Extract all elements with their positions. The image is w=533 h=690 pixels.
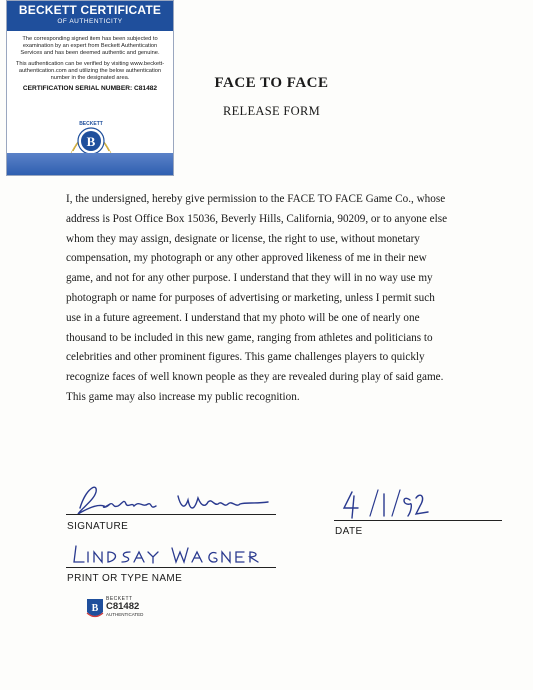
- sticker-brand: BECKETT: [106, 596, 133, 602]
- sticker-serial: C81482: [106, 601, 140, 612]
- sticker-text: [106, 596, 143, 617]
- certificate-title: BECKETT CERTIFICATE: [18, 3, 162, 17]
- body-line: photograph or name for purposes of advertising or marketing, unless I permit such: [66, 291, 435, 304]
- date-line: [334, 520, 502, 521]
- print-name-line: [66, 567, 276, 568]
- body-line: address is Post Office Box 15036, Beverly Hills, California, 90209, or to anyone else: [66, 212, 448, 225]
- beckett-authentication-sticker: [86, 596, 166, 626]
- date-label: DATE: [335, 526, 363, 537]
- body-line: recognize faces of well known people as they are revealed during play of said game.: [66, 371, 444, 384]
- body-line: thousand to be included in this new game, ranging from athletes and politicians to: [66, 331, 433, 344]
- certificate-paragraph-1: The corresponding signed item has been subjected to examination by an expert from Beckett Authentication Services and has been deemed authentic and genuine.: [20, 36, 160, 57]
- certificate-paragraph-2: This authentication can be verified by visiting www.beckett-authentication.com and utilizing the below authentication number in the designated area.: [15, 60, 165, 82]
- certificate-subtitle: OF AUTHENTICITY: [57, 18, 123, 25]
- handwritten-printed-name: [68, 540, 278, 570]
- form-subtitle: RELEASE FORM: [222, 104, 320, 118]
- certificate-serial-number: CERTIFICATION SERIAL NUMBER: C81482: [22, 85, 158, 93]
- body-line: compensation, my photograph or any other approved likeness of me in their new: [66, 252, 427, 265]
- release-body-text: [66, 190, 506, 408]
- certificate-header: [7, 1, 173, 31]
- handwritten-signature: [68, 478, 278, 522]
- body-line: celebrities and other prominent figures. This game challenges players to quickly: [66, 351, 425, 364]
- sticker-caption: AUTHENTICATED: [106, 612, 144, 617]
- certificate-logo-word: BECKETT: [79, 121, 103, 127]
- signature-label: SIGNATURE: [67, 521, 129, 532]
- body-line: This game may also increase my public recognition.: [66, 390, 300, 403]
- body-line: game, and not for any other purpose. I understand that they will in no way use my: [66, 272, 433, 285]
- sticker-logo-letter: B: [91, 603, 99, 614]
- body-line: use in a future agreement. I understand that my photo will be one of nearly one: [66, 311, 420, 324]
- print-name-label: PRINT OR TYPE NAME: [67, 573, 183, 584]
- signature-line: [66, 514, 276, 515]
- form-title: FACE TO FACE: [214, 75, 329, 91]
- beckett-sticker-logo-icon: [86, 598, 104, 620]
- body-line: whom they may assign, designate or license, the right to use, without monetary: [66, 232, 420, 245]
- certificate-logo-letter: B: [86, 134, 96, 149]
- certificate-bottom-stripe: [7, 153, 173, 175]
- body-line: I, the undersigned, hereby give permission to the FACE TO FACE Game Co., whose: [66, 193, 446, 205]
